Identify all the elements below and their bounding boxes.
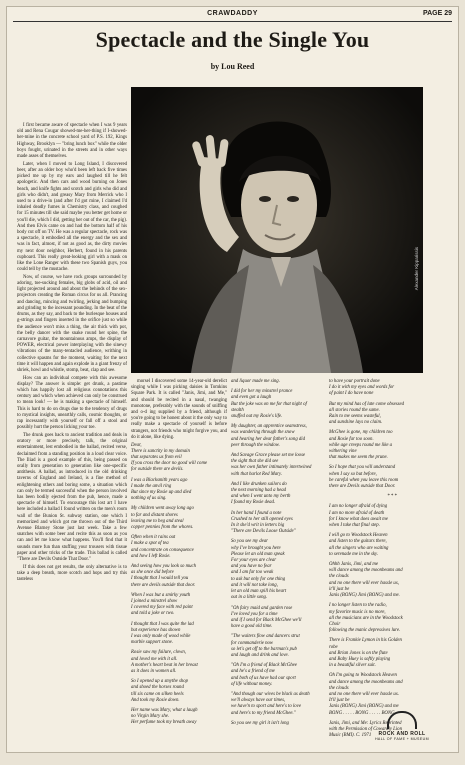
paragraph: morsel I discovered some 14-year-old derelict singing while I was picking daisies in Tomkins Square Park. It is called "Janis, Jimi, and Me," and should be recited in a nasal, twanging monotone, preferably with the sounds of sniffing and o-d ing supplied by a friend, although if you're going to be honest about it the only way to really make a spectacle of yourself is before strangers, not friends who might forgive you, and do it alone, like dying.	[131, 379, 227, 440]
article-byline: by Lou Reed	[210, 62, 255, 71]
paragraph: I first became aware of spectacle when I was 9 years old and Rena Cougar showed-me-her-thing if I-showed-her-mine in the concrete school yard of P.S. 192, Kings Highway, Brooklyn — "bring lunch box" while the older boys fought, urinated in the streets and in other ways made asses of themselves.	[17, 123, 127, 160]
magazine-page	[6, 6, 459, 753]
stanza: Oh I'm going to Woodstock Heaven and dance among the moonbeams and the clouds and no one there will ever hassle us. It'll just be Janis (BONG) Jimi (BONG) and me BONG . . . . . BONG . . . . . BONG	[329, 673, 403, 716]
portrait-photo	[131, 87, 423, 373]
stanza: I no longer listen to the radio, my favorite music is no more, all the musicians are in the Woodstock Choir following the manic depressives lure.	[329, 603, 403, 634]
stanza: to have your portrait done I do it with my eyes and words for of paint I do have none	[329, 379, 395, 397]
body-column-2	[131, 379, 227, 726]
poem-devils-part-1	[131, 443, 227, 727]
logo-line-1: ROCK AND ROLL	[378, 731, 426, 737]
stanza: Her name was Mary, what a laugh no Virgin Mary she. Her perfume took my breath away	[131, 708, 198, 726]
magazine-name: CRAWDADDY	[207, 10, 258, 17]
pyramid-logo-icon	[387, 711, 417, 729]
paragraph: How can an individual compete with this awesome display? The answer is simple: get drunk, a pastime which has happily lost all religious connotations this century and which when achieved can only be construed to mean look! — he is making a spectacle of himself. This is hard to do on drugs due to the tendency of drugs to mystical insights, unearthly calls, cosmic thoughts, or rap incessantly with yourself or fall off a stool and possibly hurt the person licking your toe.	[17, 375, 127, 431]
paragraph: Now, of course, we have rock groups surrounded by adoring, toe-sucking females, big globs of acid, oil and light projected around and about the behinds of the sex-projectors creating the Roman circus for us all. Prancing and dancing, mincing and twirling, jerking and bumping and grinding to the incessant pounding. In the beat of the drums, as they say, and back to the burlesque houses and g-strings and fingers inserted in the orifice just so while the audience won't miss a thing, the air thick with pot, the belly dancer with the snake round her spine, the carnavore guitar, the mountainous amps, the display of POWER, electrical power interplaying with the sinewy vibrations of the many-tentacled audience, writhing in collective spasms for the moment, waiting for the next time it will happen and again explode in a giant frenzy of shriek, howl and whistle, stomp, beat, clap and see.	[17, 274, 127, 373]
stanza: Often when it rains out I make a spot of tea and concentrate on consequence and how I left Rosie.	[131, 535, 194, 559]
rock-hall-logo	[367, 711, 437, 747]
stanza: Dear, There is sanctity in my domain that separates us from evil If you cross the door no good will come for outside there are devils.	[131, 442, 208, 473]
stanza: There is Frankie Lymon in his Golden robe and Brian Jones is on the flute and Baby Huey is softly playing in a beautiful silver suit.	[329, 638, 402, 669]
page-number: PAGE 29	[422, 10, 452, 17]
paragraph: The drunk goes back to ancient tradition and deals in oratory or more precisely, talk, the original entertainment, lest embodied in the ballad, recited verse, declaimed from a standing position in a loud clear voice. The Iliad is a good example of this, being passed on orally from generation to generation like one-specific antithesis. A ballad, as introduced in the old drinking taverns of England and Ireland, is a fine method of enlightening others and boring some, a situation which can only be termed successful when the person involved has been bodily ejected from the pub, hence, made a spectacle of himself. To encourage this lost art I have here included a ballad I found written on the men's room wall of the Bunion St. subway station, one which I memorized and which got me thrown out of the Third Avenue Blarney Stone just last week. Take a few snatches with some beer and recite this as soon as you can and let me know what happens. You'll find that it sounds more fun than stuffing your trousers with tissue paper and other tricks of the trade. This ballad is called "There are Devils Outside That Door."	[17, 432, 127, 563]
stanza: Ohhh Janis, Jimi, and me will dance among the moonbeams and the clouds and no one there will ever hassle us, it'll just be Janis (BONG) Jimi (BONG) and me.	[329, 562, 403, 599]
stanza: So I opened up a smythe shop and shoed the horses round till six came on silken heels And took my Rosie down.	[131, 679, 189, 703]
stanza: and liquor made me sing.	[231, 379, 280, 384]
stanza: So you see my girl it isn't long	[231, 720, 289, 726]
logo-line-2: HALL OF FAME + MUSEUM	[374, 737, 430, 741]
running-header	[13, 10, 452, 20]
paragraph: Later, when I moved to Long Island, I discovered beer, after an older boy who'd been left back five times picked me up by my ears and laughed till he felt apologetic. And then cars and wood burning on Jones beach, and knife fights and scotch and girls who did and girls who didn't, and greasy Mary from Merrick who I used to a drive-in (and after I'd got mine, I claimed I'd inhaled deadly fumes in Chemistry class, and coughed for 15 minutes till she said maybe you better get home or you'll die, which I did, getting her out of the car, the pig). And then Elvis came on and had the bottom half of his body cut off on TV. He was a regular spectacle, rock was a spectacle, it embodied all the energy and the sex and was in fact, almost, if not as good as, the dirty movies my next door neighbor, Herbert, found in his parents cupboard. This really great-looking girl with a mask on like the Lone Ranger with these two Spanish guys, you could tell by the mustache.	[17, 161, 127, 273]
stanza: So you see my dear why I've brought you here Please let an old man speak For your eyes are clear and you have no fear and I am far too weak to ask but only for one thing and it will not take long, let an old man spill his heart out in a little song.	[231, 539, 287, 601]
stanza: In her hand I found a note Crushed to her still opened eyes In it she'd writ in letters big "There are Devils Loose Outside"	[231, 510, 296, 535]
stanza: And I like drunken sailors do the next morning had a head and when I went unto my berth I found my Rosie dead.	[231, 481, 291, 506]
stanza: Rosie saw my failure, clown, and loved me with it all. A mother's heart beat in her breast as it does in women all.	[131, 650, 198, 675]
stanza: And seeing how you look so much as she once did before I thought that I would tell you there are devils outside that door.	[131, 563, 197, 588]
section-separator: * * *	[387, 494, 397, 500]
header-rule	[13, 21, 452, 22]
stanza: When I was but a smirky youth I joined a minstrel show I covered my face with red paint and told a joke or two.	[131, 592, 193, 617]
stanza: I will go to Woodstock Heaven and listen to the guitars there, all the singers who are waiting to serenade me in the sky.	[329, 533, 389, 557]
stanza: My daughter, an apprentice seamstress, was wandering through the snow and hearing her dear father's song did peer through the window.	[231, 424, 307, 448]
body-column-1	[17, 123, 127, 703]
stanza: "And though our wives be black as death we'll always have our times, we have'n to sport and here's to love and here's to my friend McGhee."	[231, 691, 310, 716]
stanza: I thought that I was quite the lad but experience has shown I was only made of wood while marble support stone.	[131, 621, 194, 646]
stanza: My children went away long ago to far and distant shores leaving me to beg and steal copper pennies from the whores.	[131, 506, 194, 530]
stanza: So I hope that you will understand when I say so but before, be careful when you leave this room there are Devils outside that Door.	[329, 465, 399, 490]
article-title: Spectacle and the Single You	[95, 27, 370, 52]
stanza: "Oh fairy maid and garden rose I've loved you for a time and if I send for Black McGhee we'll have a good old time.	[231, 605, 302, 630]
lyrics-credit: Janis, Jimi, and Me: Lyrics Reprinted with the Permission of Cowardly Lion Music (BMI). C. 1971	[329, 720, 402, 739]
photo-credit: Alexander Kipparissis	[414, 247, 419, 291]
stanza: I was a Blacksmith years ago I made the anvil ring But since my Rosie up and died nothing of us sing.	[131, 477, 192, 502]
body-column-3	[231, 379, 325, 726]
portrait-image	[131, 87, 423, 373]
stanza: But my mind has of late come obsessed all stories round the same. Rain to me seems wasteful, and sunshine lays no claim.	[329, 401, 405, 426]
stanza: McGhee is gone, my children too and Rosie far too soon. while age creeps round me like a withering vine that makes me seem the prune.	[329, 430, 393, 461]
stanza: "Oh I'm a friend of Black McGhee and he's a friend of me and both of us have had our sport of life without money.	[231, 663, 297, 687]
paragraph: If this does not get results, the only alternative is to take a deep breath, more scotch and hops and try this tasteless	[17, 564, 127, 583]
stanza: And Savage Grace please set me loose the sight that she did see was her own father intimately intertwined with that harlot Red Mary.	[231, 453, 312, 477]
stanza: "The waiters flow and dancers strut for commanderie now so let's get off to the barman's pub and laugh and drink and love.	[231, 634, 300, 658]
stanza: I did for her my minstrel prance and even got a laugh But the joke was on me for that night of stealth snuffed out my Rosie's life.	[231, 389, 307, 420]
stanza: I am no longer afraid of dying I am no more afraid of death for I know what does await me when I take that final step.	[329, 504, 388, 529]
